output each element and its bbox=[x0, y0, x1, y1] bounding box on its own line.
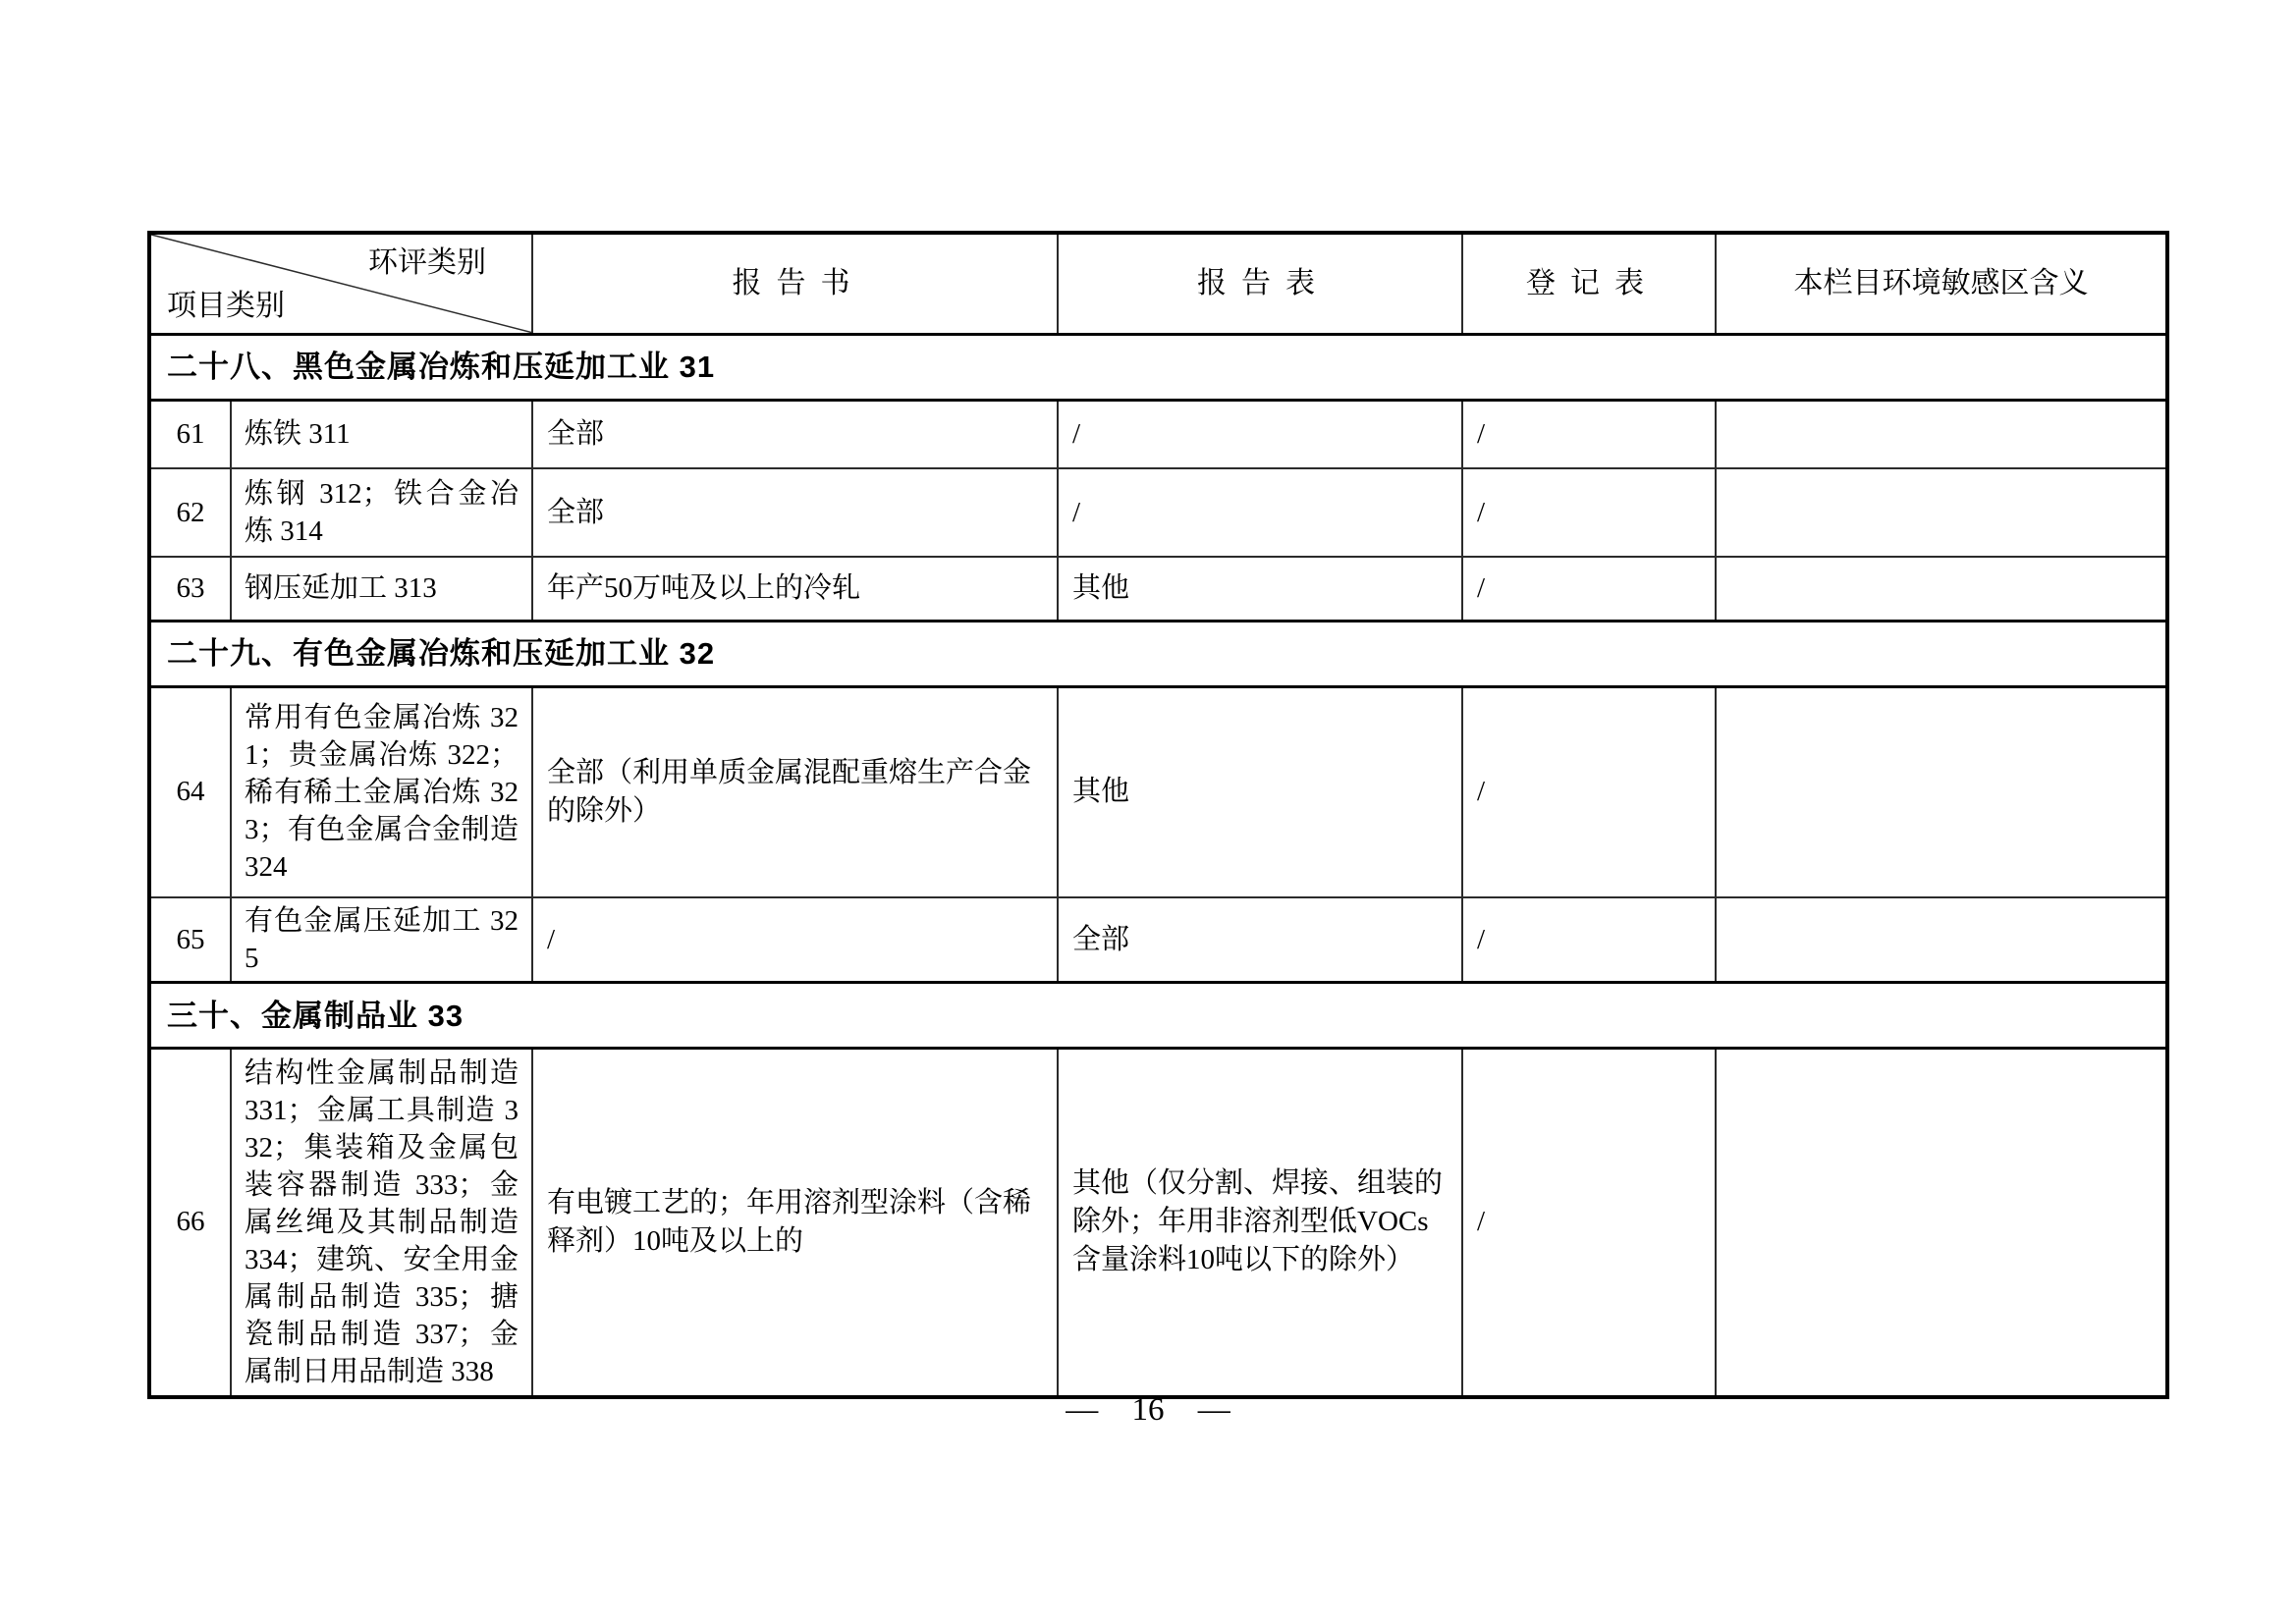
registration-form-cell: / bbox=[1462, 468, 1716, 557]
header-project-category-label: 项目类别 bbox=[167, 289, 285, 322]
row-number: 61 bbox=[149, 400, 231, 468]
project-category-cell: 钢压延加工 313 bbox=[231, 557, 532, 621]
table-header-row bbox=[149, 233, 2167, 334]
section-label: 二十八、黑色金属冶炼和压延加工业 31 bbox=[149, 334, 2167, 400]
section-row bbox=[149, 334, 2167, 400]
report-form-cell: 其他 bbox=[1058, 557, 1462, 621]
report-form-cell: / bbox=[1058, 400, 1462, 468]
registration-form-cell: / bbox=[1462, 400, 1716, 468]
project-category-cell: 常用有色金属冶炼 321；贵金属冶炼 322；稀有稀土金属冶炼 323；有色金属合金制造 324 bbox=[231, 686, 532, 897]
row-number: 62 bbox=[149, 468, 231, 557]
report-form-cell: 其他 bbox=[1058, 686, 1462, 897]
table-row bbox=[149, 897, 2167, 983]
table-row bbox=[149, 1049, 2167, 1397]
report-form-cell: 其他（仅分割、焊接、组装的除外；年用非溶剂型低VOCs含量涂料10吨以下的除外） bbox=[1058, 1049, 1462, 1397]
sensitive-area-cell bbox=[1716, 468, 2167, 557]
project-category-cell: 炼铁 311 bbox=[231, 400, 532, 468]
sensitive-area-cell bbox=[1716, 686, 2167, 897]
report-book-cell: / bbox=[532, 897, 1058, 983]
sensitive-area-cell bbox=[1716, 557, 2167, 621]
table-row bbox=[149, 468, 2167, 557]
report-form-cell: 全部 bbox=[1058, 897, 1462, 983]
column-header-report-form: 报告表 bbox=[1058, 233, 1462, 334]
header-eia-category-label: 环评类别 bbox=[368, 246, 486, 279]
page-number: — 16 — bbox=[1066, 1392, 1230, 1428]
registration-form-cell: / bbox=[1462, 557, 1716, 621]
project-category-cell: 炼钢 312；铁合金冶炼 314 bbox=[231, 468, 532, 557]
report-book-cell: 全部 bbox=[532, 400, 1058, 468]
row-number: 63 bbox=[149, 557, 231, 621]
report-book-cell: 全部（利用单质金属混配重熔生产合金的除外） bbox=[532, 686, 1058, 897]
registration-form-cell: / bbox=[1462, 897, 1716, 983]
report-book-cell: 全部 bbox=[532, 468, 1058, 557]
row-number: 64 bbox=[149, 686, 231, 897]
report-book-cell: 年产50万吨及以上的冷轧 bbox=[532, 557, 1058, 621]
registration-form-cell: / bbox=[1462, 686, 1716, 897]
project-category-cell: 有色金属压延加工 325 bbox=[231, 897, 532, 983]
diagonal-header-cell bbox=[149, 233, 532, 334]
table-row bbox=[149, 557, 2167, 621]
sensitive-area-cell bbox=[1716, 400, 2167, 468]
report-book-cell: 有电镀工艺的；年用溶剂型涂料（含稀释剂）10吨及以上的 bbox=[532, 1049, 1058, 1397]
column-header-report-book: 报告书 bbox=[532, 233, 1058, 334]
row-number: 65 bbox=[149, 897, 231, 983]
report-form-cell: / bbox=[1058, 468, 1462, 557]
eia-category-table bbox=[147, 231, 2169, 1399]
section-label: 二十九、有色金属冶炼和压延加工业 32 bbox=[149, 621, 2167, 686]
row-number: 66 bbox=[149, 1049, 231, 1397]
column-header-sensitive-area: 本栏目环境敏感区含义 bbox=[1716, 233, 2167, 334]
project-category-cell: 结构性金属制品制造 331；金属工具制造 332；集装箱及金属包装容器制造 333；金属丝绳及其制品制造 334；建筑、安全用金属制品制造 335；搪瓷制品制造 337；金属制日用品制造 338 bbox=[231, 1049, 532, 1397]
table-row bbox=[149, 400, 2167, 468]
sensitive-area-cell bbox=[1716, 1049, 2167, 1397]
column-header-registration-form: 登记表 bbox=[1462, 233, 1716, 334]
section-row bbox=[149, 983, 2167, 1049]
section-row bbox=[149, 621, 2167, 686]
registration-form-cell: / bbox=[1462, 1049, 1716, 1397]
table-row bbox=[149, 686, 2167, 897]
sensitive-area-cell bbox=[1716, 897, 2167, 983]
section-label: 三十、金属制品业 33 bbox=[149, 983, 2167, 1049]
